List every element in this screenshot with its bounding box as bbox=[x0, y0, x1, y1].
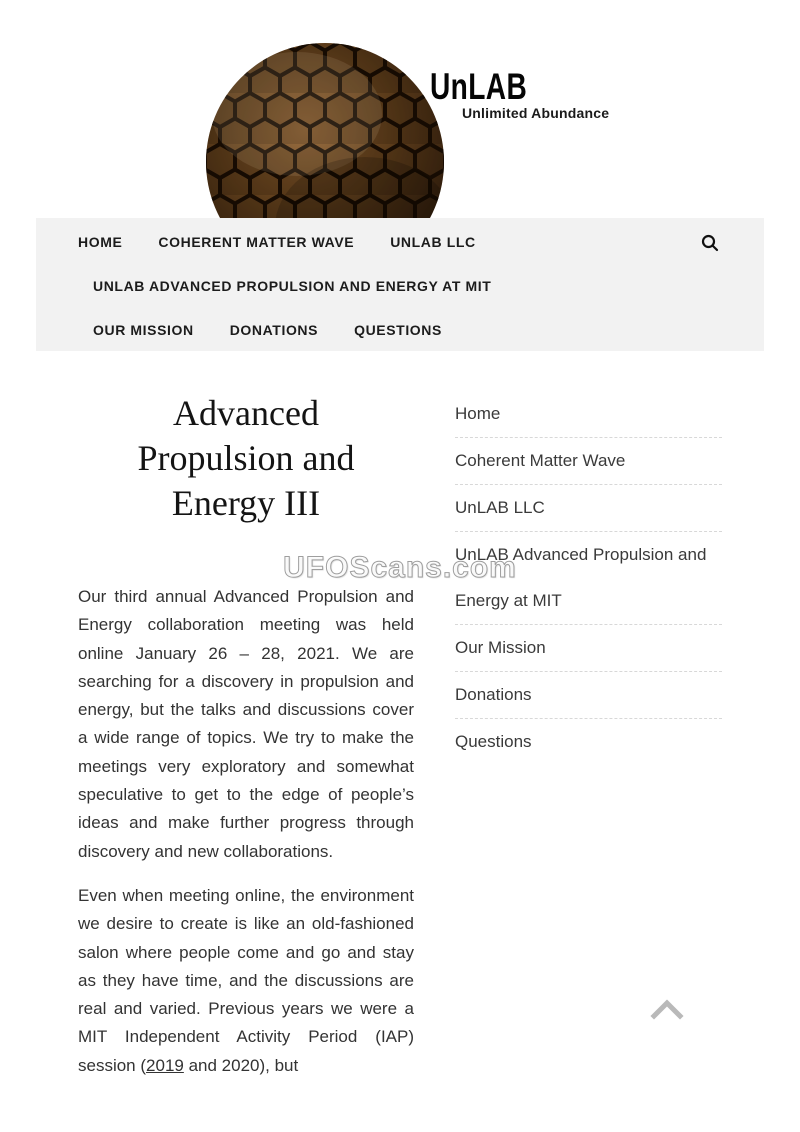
search-button[interactable] bbox=[700, 233, 720, 253]
nav-item-our-mission[interactable]: OUR MISSION bbox=[93, 322, 194, 338]
scroll-top-button[interactable] bbox=[649, 995, 685, 1023]
nav-item-questions[interactable]: QUESTIONS bbox=[354, 322, 442, 338]
paragraph-2-text-pre: Even when meeting online, the environment we desire to create is like an old-fashioned salon where people come and go and stay as they have time, and the discussions are real and varied. Previous years we were a MIT Independent Activity Period (IAP) session ( bbox=[78, 885, 414, 1075]
content-area bbox=[78, 391, 722, 1096]
sidebar-item-home[interactable]: Home bbox=[455, 391, 722, 438]
search-icon bbox=[701, 234, 719, 252]
site-tagline: Unlimited Abundance bbox=[462, 105, 610, 121]
sidebar-item-coherent-matter-wave[interactable]: Coherent Matter Wave bbox=[455, 438, 722, 485]
paragraph-2-text-post: and 2020), but bbox=[183, 1055, 299, 1075]
nav-item-unlab-llc[interactable]: UNLAB LLC bbox=[390, 234, 476, 250]
page-title: Advanced Propulsion and Energy III bbox=[137, 393, 355, 523]
nav-item-donations[interactable]: DONATIONS bbox=[229, 322, 319, 338]
sidebar-item-questions[interactable]: Questions bbox=[455, 732, 532, 751]
watermark: UFOScans.com bbox=[283, 551, 517, 584]
nav-row-2 bbox=[36, 264, 764, 308]
sidebar-item-our-mission[interactable]: Our Mission bbox=[455, 625, 722, 672]
link-2019[interactable]: 2019 bbox=[146, 1055, 184, 1075]
sidebar-menu bbox=[455, 391, 722, 765]
main-nav bbox=[36, 218, 764, 351]
sidebar bbox=[455, 391, 722, 765]
nav-row-1 bbox=[36, 220, 764, 264]
chevron-up-icon bbox=[649, 995, 685, 1023]
nav-item-home[interactable]: HOME bbox=[78, 234, 123, 250]
nav-item-coherent-matter-wave[interactable]: COHERENT MATTER WAVE bbox=[158, 234, 355, 250]
nav-row-3 bbox=[36, 308, 764, 352]
article bbox=[78, 391, 414, 1096]
sidebar-item-unlab-advanced-propulsion[interactable]: UnLAB Advanced Propulsion and Energy at MIT bbox=[455, 532, 722, 625]
article-paragraph-2 bbox=[78, 882, 414, 1080]
article-paragraph-1: Our third annual Advanced Propulsion and Energy collaboration meeting was held online January 26 – 28, 2021. We are searching for a discovery in propulsion and energy, but the talks and discussions cover a wide range of topics. We try to make the meetings very exploratory and somewhat speculative to get to the edge of people’s ideas and make further progress through discovery and new collaborations. bbox=[78, 587, 414, 861]
nav-item-unlab-advanced-propulsion[interactable]: UNLAB ADVANCED PROPULSION AND ENERGY AT MIT bbox=[93, 278, 492, 294]
site-title[interactable]: UnLAB bbox=[430, 66, 528, 107]
sidebar-item-unlab-llc[interactable]: UnLAB LLC bbox=[455, 485, 722, 532]
sidebar-item-donations[interactable]: Donations bbox=[455, 672, 722, 719]
